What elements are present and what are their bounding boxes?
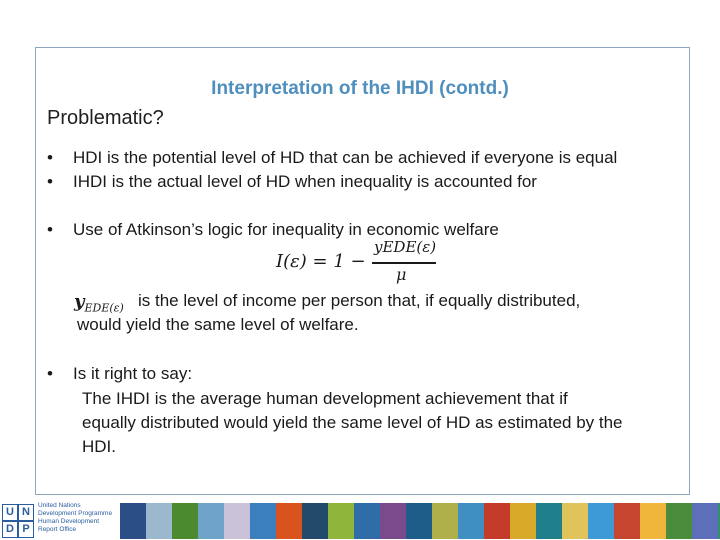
strip-tile — [692, 503, 718, 539]
strip-tile — [510, 503, 536, 539]
slide-subtitle: Problematic? — [47, 107, 164, 129]
strip-tile — [276, 503, 302, 539]
strip-tile — [614, 503, 640, 539]
strip-tile — [458, 503, 484, 539]
slide-title: Interpretation of the IHDI (contd.) — [211, 78, 509, 99]
org-line: Human Development — [38, 518, 100, 525]
bullet-atkinson: Use of Atkinson’s logic for inequality in economic welfare — [73, 220, 499, 239]
formula-lhs: I(ε) = 1 − — [276, 251, 366, 272]
bullet-marker: • — [47, 364, 53, 383]
answer-line-2: equally distributed would yield the same level of HD as estimated by the — [82, 413, 623, 432]
logo-letter: U — [3, 505, 17, 520]
bullet-ihdi: IHDI is the actual level of HD when inequality is accounted for — [73, 172, 537, 191]
strip-tile — [536, 503, 562, 539]
formula-numerator: yEDE(ε) — [374, 238, 437, 256]
answer-line-1: The IHDI is the average human development achievement that if — [82, 389, 568, 408]
strip-tile — [666, 503, 692, 539]
answer-line-3: HDI. — [82, 437, 116, 456]
yede-definition-line-2: would yield the same level of welfare. — [77, 315, 359, 334]
atkinson-formula — [276, 238, 456, 288]
strip-tile — [640, 503, 666, 539]
strip-tile — [380, 503, 406, 539]
strip-tile — [120, 503, 146, 539]
strip-tile — [250, 503, 276, 539]
org-line: Report Office — [38, 526, 77, 533]
undp-logo — [2, 504, 34, 538]
strip-tile — [588, 503, 614, 539]
strip-tile — [406, 503, 432, 539]
bullet-hdi: HDI is the potential level of HD that can be achieved if everyone is equal — [73, 148, 618, 167]
yede-symbol — [74, 291, 124, 315]
bullet-marker: • — [47, 220, 53, 239]
org-name — [38, 502, 120, 534]
strip-tile — [198, 503, 224, 539]
org-line: United Nations — [38, 502, 81, 509]
yede-letter: y — [74, 291, 85, 312]
footer-banner — [0, 500, 720, 540]
strip-tile — [172, 503, 198, 539]
strip-tile — [432, 503, 458, 539]
strip-tile — [146, 503, 172, 539]
logo-letter: N — [19, 505, 33, 520]
strip-tile — [302, 503, 328, 539]
org-line: Development Programme — [38, 510, 113, 517]
logo-letter: P — [19, 522, 33, 537]
bullet-marker: • — [47, 148, 53, 167]
image-strip — [120, 503, 720, 539]
strip-tile — [562, 503, 588, 539]
strip-tile — [328, 503, 354, 539]
yede-definition-line-1: is the level of income per person that, if equally distributed, — [138, 291, 581, 310]
yede-subscript: EDE(ε) — [84, 301, 124, 315]
strip-tile — [224, 503, 250, 539]
strip-tile — [354, 503, 380, 539]
formula-denominator: μ — [396, 265, 407, 284]
bullet-marker: • — [47, 172, 53, 191]
fraction-bar — [372, 262, 436, 264]
strip-tile — [484, 503, 510, 539]
logo-letter: D — [3, 522, 17, 537]
bullet-question: Is it right to say: — [73, 364, 193, 383]
